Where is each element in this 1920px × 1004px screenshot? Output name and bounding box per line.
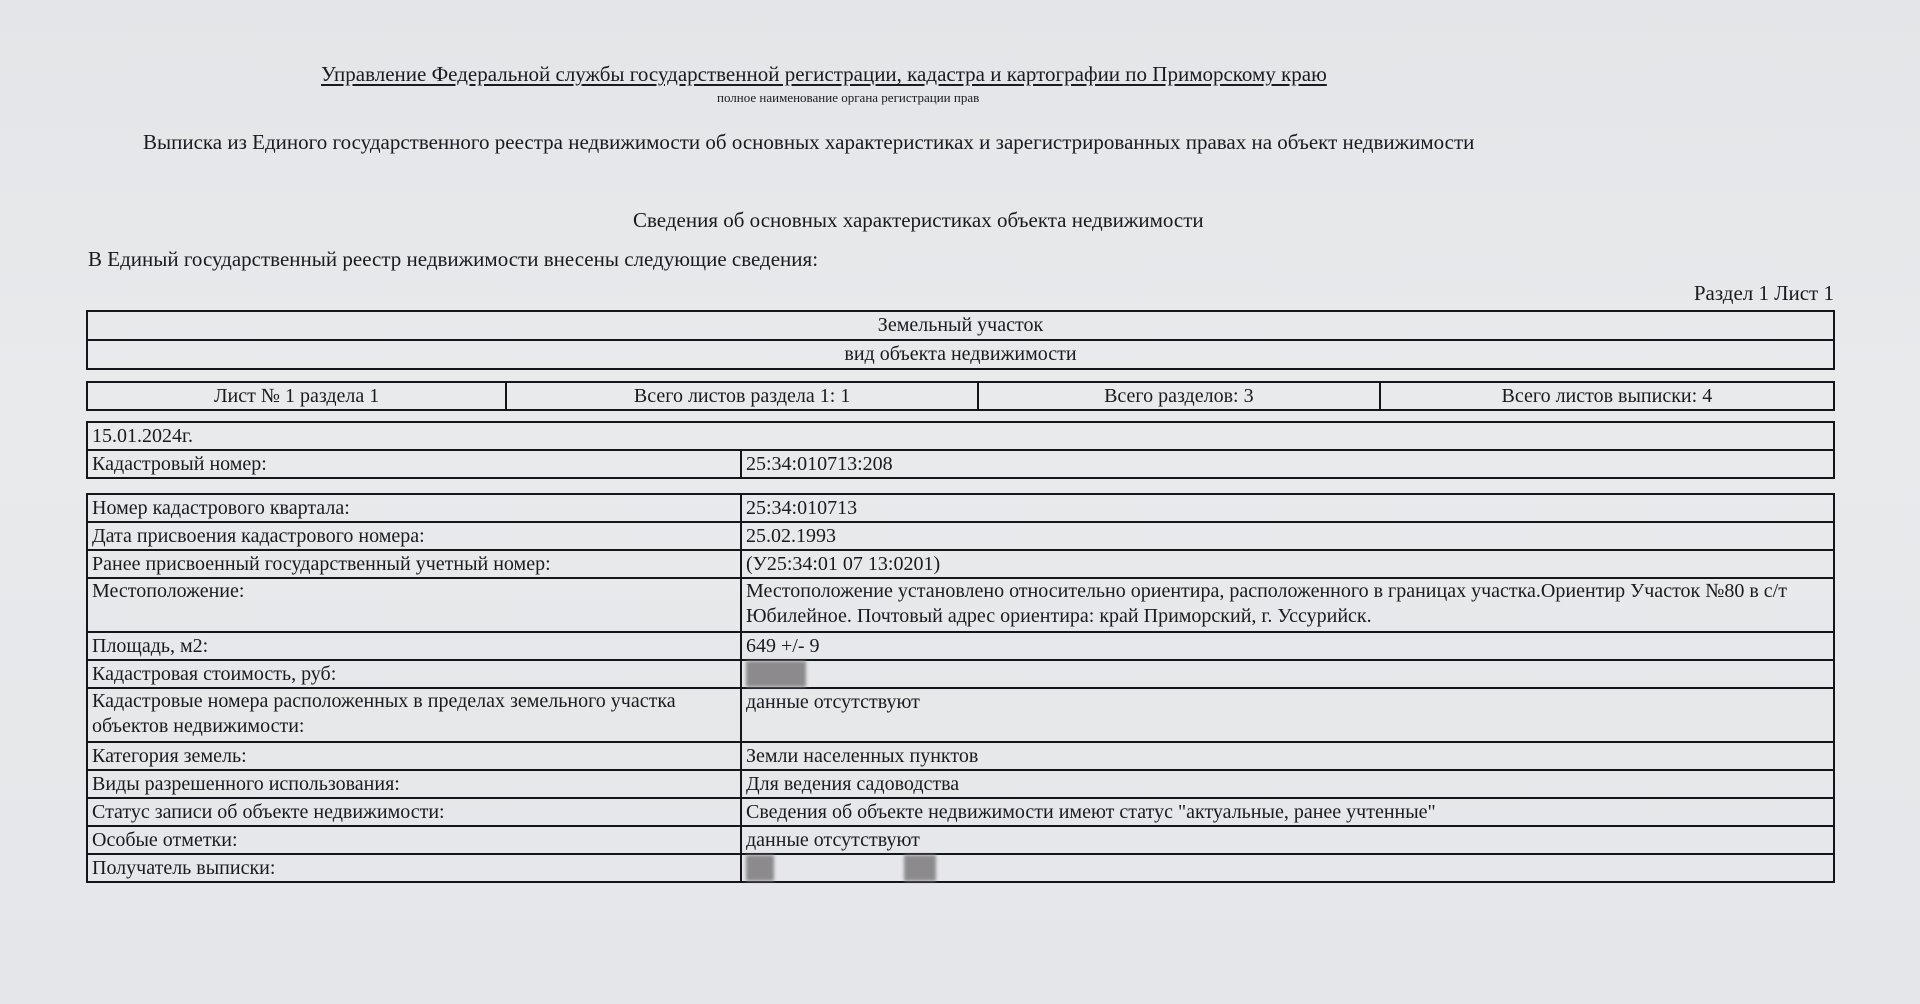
organization-caption: полное наименование органа регистрации прав (717, 90, 980, 105)
table-row (87, 632, 1834, 660)
table-row (87, 770, 1834, 798)
section-title: Сведения об основных характеристиках объекта недвижимости (633, 208, 1204, 232)
document-title: Выписка из Единого государственного реестра недвижимости об основных характеристиках и зарегистрированных правах на объект недвижимости (143, 130, 1475, 154)
extract-date: 15.01.2024г. (87, 422, 1834, 450)
row-label: Площадь, м2: (87, 632, 741, 660)
section-count: Всего разделов: 3 (978, 382, 1380, 410)
table-row (87, 688, 1834, 742)
row-value: (У25:34:01 07 13:0201) (741, 550, 1834, 578)
table-row (87, 550, 1834, 578)
row-value: данные отсутствуют (741, 688, 1834, 742)
row-value-redacted (741, 660, 1834, 688)
object-kind-table (86, 310, 1835, 370)
characteristics-table (86, 493, 1835, 883)
total-sheet-count: Всего листов выписки: 4 (1380, 382, 1834, 410)
row-label: Категория земель: (87, 742, 741, 770)
row-value: Сведения об объекте недвижимости имеют статус "актуальные, ранее учтенные" (741, 798, 1834, 826)
redacted-block (746, 855, 774, 881)
row-value: 25:34:010713 (741, 494, 1834, 522)
row-value: 25.02.1993 (741, 522, 1834, 550)
row-label: Ранее присвоенный государственный учетный номер: (87, 550, 741, 578)
table-row (87, 798, 1834, 826)
table-row (87, 660, 1834, 688)
row-label: Кадастровая стоимость, руб: (87, 660, 741, 688)
section-sheet-count: Всего листов раздела 1: 1 (506, 382, 978, 410)
row-value: Местоположение установлено относительно ориентира, расположенного в границах участка.Ориентир Участок №80 в с/т Юбилейное. Почтовый адрес ориентира: край Приморский, г. Уссурийск. (741, 578, 1834, 632)
object-kind-caption: вид объекта недвижимости (87, 340, 1834, 369)
sheet-reference: Раздел 1 Лист 1 (1693, 281, 1834, 305)
row-label: Виды разрешенного использования: (87, 770, 741, 798)
row-value-redacted (741, 854, 1834, 882)
sheet-number: Лист № 1 раздела 1 (87, 382, 506, 410)
cadastral-number-label: Кадастровый номер: (87, 450, 741, 478)
row-value: Для ведения садоводства (741, 770, 1834, 798)
row-label: Местоположение: (87, 578, 741, 632)
intro-text: В Единый государственный реестр недвижимости внесены следующие сведения: (88, 247, 819, 271)
table-row (87, 494, 1834, 522)
row-label: Получатель выписки: (87, 854, 741, 882)
row-label: Особые отметки: (87, 826, 741, 854)
table-row (87, 742, 1834, 770)
organization-name: Управление Федеральной службы государственной регистрации, кадастра и картографии по Приморскому краю (321, 62, 1327, 86)
row-label: Статус записи об объекте недвижимости: (87, 798, 741, 826)
row-value: данные отсутствуют (741, 826, 1834, 854)
row-value: 649 +/- 9 (741, 632, 1834, 660)
row-value: Земли населенных пунктов (741, 742, 1834, 770)
date-table (86, 421, 1835, 479)
row-label: Номер кадастрового квартала: (87, 494, 741, 522)
sheets-table (86, 381, 1835, 411)
redacted-block (746, 661, 806, 687)
object-kind: Земельный участок (87, 311, 1834, 340)
table-row (87, 578, 1834, 632)
table-row (87, 826, 1834, 854)
row-label: Кадастровые номера расположенных в пределах земельного участка объектов недвижимости: (87, 688, 741, 742)
row-label: Дата присвоения кадастрового номера: (87, 522, 741, 550)
table-row (87, 854, 1834, 882)
redacted-block (904, 855, 936, 881)
cadastral-number-value: 25:34:010713:208 (741, 450, 1834, 478)
table-row (87, 522, 1834, 550)
